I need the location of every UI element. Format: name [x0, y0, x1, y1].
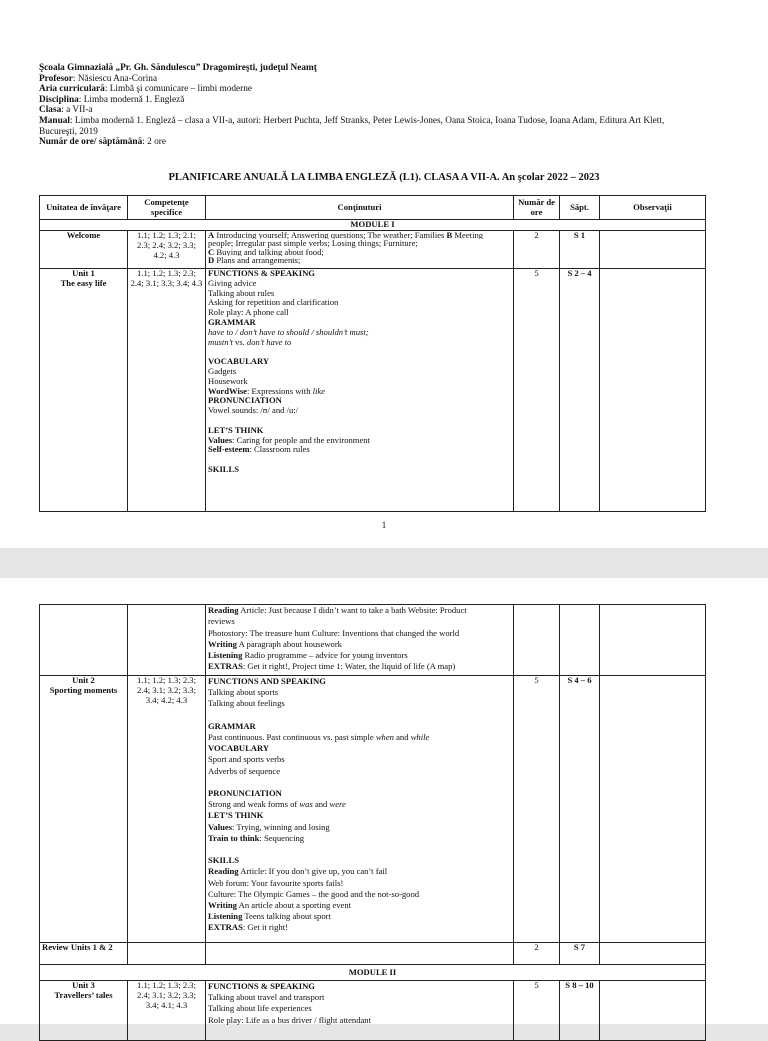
table-row: [40, 943, 706, 965]
notes-cell: [600, 943, 706, 965]
table-row: [40, 981, 706, 1041]
hours-cell: 5: [514, 269, 560, 512]
column-header-week: Săpt.: [560, 196, 600, 220]
discipline-line: Disciplina: Limba modernă 1. Engleză: [39, 94, 185, 105]
week-cell: S 7: [560, 943, 600, 965]
module-row: [40, 220, 706, 231]
unit-name: Welcome: [40, 231, 128, 269]
notes-cell: [600, 605, 706, 676]
school-name: Şcoala Gimnazială „Pr. Gh. Săndulescu” Dragomireşti, judeţul Neamţ: [39, 63, 317, 73]
module-row: [40, 965, 706, 981]
hours-cell: 2: [514, 943, 560, 965]
unit-name: Unit 1 The easy life: [40, 269, 128, 512]
week-cell: S 4 – 6: [560, 676, 600, 943]
module-label: MODULE I: [40, 220, 706, 231]
contents-cell: [206, 943, 514, 965]
competences-cell: [128, 605, 206, 676]
column-header-hours: Număr de ore: [514, 196, 560, 220]
document-header: [39, 63, 739, 148]
week-cell: S 2 – 4: [560, 269, 600, 512]
notes-cell: [600, 676, 706, 943]
competences-cell: 1.1; 1.2; 1.3; 2.3; 2.4; 3.1; 3.3; 3.4; 4.3: [128, 269, 206, 512]
unit-name: Review Units 1 & 2: [40, 943, 128, 965]
competences-cell: 1.1; 1.2; 1.3; 2.3; 2.4; 3.1; 3.2; 3.3; 3.4; 4.2; 4.3: [128, 676, 206, 943]
week-cell: [560, 605, 600, 676]
area-line: Aria curriculară: Limbă şi comunicare – limbi moderne: [39, 84, 253, 95]
notes-cell: [600, 269, 706, 512]
contents-cell: A Introducing yourself; Answering questions; The weather; Families B Meeting people; Irregular past simple verbs; Losing things; Furniture; C Buying and talking about food; D Plans and arrangements;: [206, 231, 514, 269]
table-row: [40, 605, 706, 676]
contents-cell: Reading Article: Just because I didn’t want to take a bath Website: Product reviews Photostory: The treasure hunt Culture: Inventions that changed the world Writing A paragraph about housework Listening Radio programme – advice for young inventors EXTRAS: Get it right!, Project time 1: Water, the liquid of life (A map): [206, 605, 514, 676]
document-page-2: [0, 578, 768, 1024]
hours-cell: 2: [514, 231, 560, 269]
column-header-unit: Unitatea de învăţare: [40, 196, 128, 220]
notes-cell: [600, 981, 706, 1041]
competences-cell: [128, 943, 206, 965]
manual-line: Manual: Limba modernă 1. Engleză – clasa a VII-a, autori: Herbert Puchta, Jeff Stranks, Peter Lewis-Jones, Oana Stoica, Ioana Tudose, Ioana Adam, Editura Art Klett,: [39, 115, 665, 126]
hours-cell: 5: [514, 676, 560, 943]
competences-cell: 1.1; 1.2; 1.3; 2.3; 2.4; 3.1; 3.2; 3.3; 3.4; 4.1; 4.3: [128, 981, 206, 1041]
unit-name: [40, 605, 128, 676]
table-row: [40, 269, 706, 512]
manual-line-2: Bucureşti, 2019: [39, 126, 98, 137]
hours-cell: 5: [514, 981, 560, 1041]
table-row: [40, 231, 706, 269]
week-cell: S 8 – 10: [560, 981, 600, 1041]
unit-name: Unit 2 Sporting moments: [40, 676, 128, 943]
week-cell: S 1: [560, 231, 600, 269]
module-label: MODULE II: [40, 965, 706, 981]
contents-cell: FUNCTIONS AND SPEAKING Talking about sports Talking about feelings GRAMMAR Past continuous. Past continuous vs. past simple when and while VOCABULARY Sport and sports verbs Adverbs of sequence PRONUNCIATION Strong and weak forms of was and were LET’S THINK Values: Trying, winning and losing Train to think: Sequencing SKILLS Reading Article: If you don’t give up, you can’t fail Web forum: Your favourite sports fails! Culture: The Olympic Games – the good and the not-so-good Writing An article about a sporting event Listening Teens talking about sport EXTRAS: Get it right!: [206, 676, 514, 943]
teacher-line: Profesor: Năsiescu Ana-Corina: [39, 73, 158, 84]
hours-line: Număr de ore/ săptămână: 2 ore: [39, 137, 166, 148]
table-row: [40, 676, 706, 943]
contents-cell: FUNCTIONS & SPEAKING Talking about travel and transport Talking about life experiences Role play: Life as a bus driver / flight attendant: [206, 981, 514, 1041]
document-title: PLANIFICARE ANUALĂ LA LIMBA ENGLEZĂ (L1). CLASA A VII-A. An şcolar 2022 – 2023: [168, 172, 600, 183]
page-number: 1: [381, 520, 387, 530]
table-header-row: [40, 196, 706, 220]
column-header-notes: Observaţii: [600, 196, 706, 220]
unit-name: Unit 3 Travellers’ tales: [40, 981, 128, 1041]
class-line: Clasa: a VII-a: [39, 105, 93, 116]
planning-table-continued: [39, 604, 706, 1041]
contents-cell: FUNCTIONS & SPEAKING Giving advice Talking about rules Asking for repetition and clarification Role play: A phone call GRAMMAR have to / don’t have to should / shouldn’t must; mustn’t vs. don’t have to VOCABULARY Gadgets Housework WordWise: Expressions with like PRONUNCIATION Vowel sounds: /ʊ/ and /u:/ LET’S THINK Values: Caring for people and the environment Self-esteem: Classroom rules SKILLS: [206, 269, 514, 512]
column-header-competences: Competenţe specifice: [128, 196, 206, 220]
notes-cell: [600, 231, 706, 269]
planning-table: [39, 195, 706, 512]
hours-cell: [514, 605, 560, 676]
column-header-contents: Conţinuturi: [206, 196, 514, 220]
competences-cell: 1.1; 1.2; 1.3; 2.1; 2.3; 2.4; 3.2; 3.3; 4.2; 4.3: [128, 231, 206, 269]
